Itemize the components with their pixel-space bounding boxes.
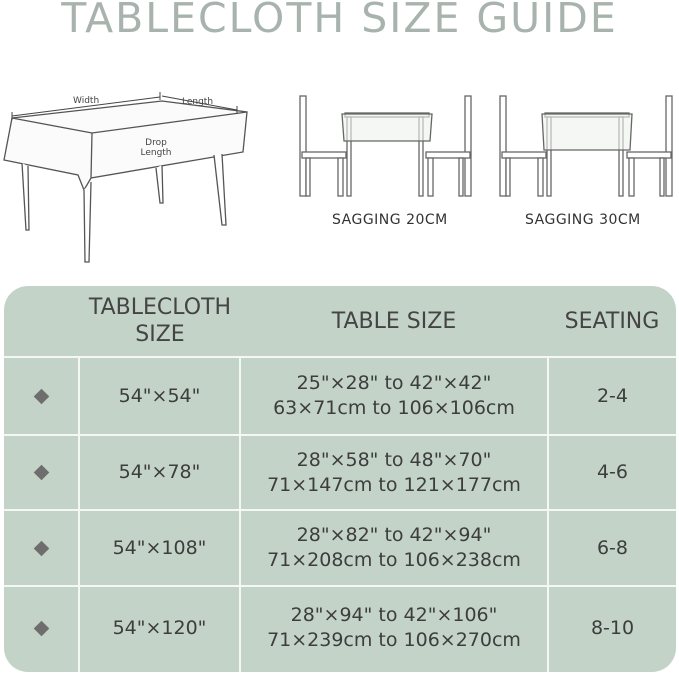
row-table-size [241,436,547,509]
row-table-size-cm: 71×239cm to 106×270cm [267,629,521,651]
diamond-icon [33,388,49,404]
row-table-size-inches: 28"×82" to 42"×94" [296,524,492,546]
sagging-30-illustration [500,96,672,196]
row-table-size-cm: 71×147cm to 121×177cm [267,473,521,496]
row-seating: 6-8 [596,536,629,559]
row-table-size-cm: 71×208cm to 106×238cm [267,549,521,571]
row-table-size-inches: 25"×28" to 42"×42" [296,372,492,394]
diamond-icon [33,465,49,481]
row-tablecloth-size: 54"×54" [118,384,201,407]
size-table [4,286,676,672]
table-row-marker [4,436,78,509]
table-row-marker [4,587,78,669]
row-table-size-cm: 63×71cm to 106×106cm [273,397,515,419]
row-seating: 4-6 [596,461,629,483]
table-row-marker [4,511,78,585]
drop-length-label [138,138,174,158]
header-table-size: TABLE SIZE [331,308,457,334]
header-tablecloth-line2: SIZE [135,322,185,347]
row-tablecloth-size: 54"×78" [118,461,201,483]
drop-label-line1: Drop [145,138,167,148]
page-title: TABLECLOTH SIZE GUIDE [61,0,618,42]
row-seating: 8-10 [590,616,635,639]
row-table-size-inches: 28"×58" to 48"×70" [296,448,492,471]
drop-label-line2: Length [140,148,172,158]
diamond-icon [33,620,49,636]
sagging-30-caption: SAGGING 30CM [525,212,641,228]
diamond-icon [33,540,49,556]
tablecloth-table-illustration [4,101,247,262]
row-seating: 2-4 [596,384,629,407]
header-tablecloth-line1: TABLECLOTH [88,295,232,320]
header-tablecloth-size [80,286,240,356]
row-tablecloth-size: 54"×108" [112,536,207,559]
sagging-20-illustration [300,96,471,196]
width-label: Width [73,96,100,106]
row-table-size [241,587,547,669]
illustration [0,0,679,285]
row-table-size [241,511,547,585]
row-table-size-inches: 28"×94" to 42"×106" [290,604,498,626]
row-table-size [241,358,547,434]
table-row-marker [4,358,78,434]
length-label: Length [182,97,214,107]
header-seating: SEATING [564,308,660,334]
sagging-20-caption: SAGGING 20CM [332,212,448,228]
row-tablecloth-size: 54"×120" [112,616,207,639]
